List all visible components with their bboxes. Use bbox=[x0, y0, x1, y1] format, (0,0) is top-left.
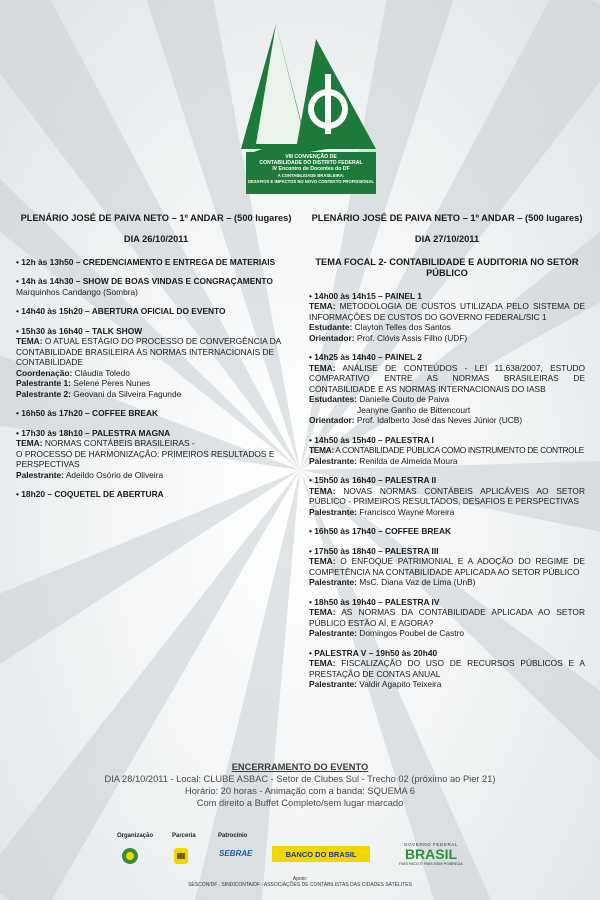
item-title: • 18h50 às 19h40 – PALESTRA IV bbox=[309, 596, 440, 607]
right-venue-header: PLENÁRIO JOSÉ DE PAIVA NETO – 1º ANDAR – (500 lugares) bbox=[311, 213, 583, 223]
tema-label: TEMA: bbox=[309, 445, 334, 455]
tema-label: TEMA: bbox=[309, 556, 336, 566]
list-item bbox=[16, 257, 296, 268]
speaker-label: Palestrante: bbox=[309, 455, 357, 466]
left-venue-header: PLENÁRIO JOSÉ DE PAIVA NETO – 1º ANDAR – (500 lugares) bbox=[20, 213, 292, 223]
tema-text: METODOLOGIA DE CUSTOS UTILIZADA PELO SISTEMA DE INFORMAÇÕES DE CUSTOS DO GOVERNO FEDERAL/SIC 1 bbox=[309, 301, 585, 322]
advisor-label: Orientador: bbox=[309, 415, 355, 425]
logo-line-5: DESAFIOS E IMPACTOS NO NOVO CONTEXTO PROFISSIONAL bbox=[247, 178, 375, 184]
student-label: Estudante: bbox=[309, 322, 353, 332]
gov-label: GOVERNO FEDERAL bbox=[403, 842, 458, 847]
parceria-label: Parceria bbox=[172, 833, 196, 839]
speaker-label: Palestrante 2: bbox=[16, 388, 71, 399]
student-name-2: Jeanyne Ganho de Bittencourt bbox=[357, 404, 471, 415]
list-item bbox=[309, 597, 585, 639]
tema-text: O ENFOQUE PATRIMONIAL E A ADOÇÃO DO REGIME DE COMPETÊNCIA NA CONTABILIDADE APLICADA AO SETOR PÚBLICO bbox=[309, 556, 585, 577]
tema-label: TEMA: bbox=[16, 438, 43, 448]
tema-label: TEMA: bbox=[309, 485, 336, 496]
tema-text: AS NORMAS DA CONTABILIDADE APLICADA AO SETOR PÚBLICO ESTÃO AÍ, E AGORA? bbox=[309, 607, 585, 628]
student-name: Clayton Telles dos Santos bbox=[352, 322, 451, 332]
logo-line-3: IV Encontro de Docentes do DF bbox=[272, 166, 350, 173]
logo-caption bbox=[236, 154, 386, 185]
closing-line-2: Horário: 20 horas - Animação com a banda: SQUEMA 6 bbox=[185, 786, 415, 796]
list-item bbox=[16, 408, 296, 419]
tema-text: A CONTABILIDADE PÚBLICA COMO INSTRUMENTO DE CONTROLE bbox=[333, 445, 584, 455]
governo-brasil-logo bbox=[386, 842, 476, 868]
list-item bbox=[309, 352, 585, 426]
item-text: Marquinhos Candango (Sombra) bbox=[16, 286, 138, 297]
list-item bbox=[16, 306, 296, 317]
day-1-column bbox=[16, 213, 296, 509]
item-title: • 16h50 às 17h40 – COFFEE BREAK bbox=[309, 526, 452, 536]
logo-line-4: A CONTABILIDADE BRASILEIRA: bbox=[277, 172, 345, 178]
tema-text: ANÁLISE DE CONTEÚDOS - LEI 11.638/2007, ESTUDO COMPARATIVO ENTRE AS NORMAS BRASILEIRAS DE CONTABILIDADE E AS NORMAS INTERNACIONAIS DO IASB bbox=[309, 362, 585, 394]
left-date: DIA 26/10/2011 bbox=[123, 234, 189, 244]
speaker-name: Geovani da Silveira Fagunde bbox=[70, 388, 182, 399]
day-2-column bbox=[309, 213, 585, 699]
closing-line-1: DIA 28/10/2011 - Local: CLUBE ASBAC - Setor de Clubes Sul - Trecho 02 (próximo ao Pier 21) bbox=[104, 774, 496, 784]
closing-line-3: Com direito a Buffet Completo/sem lugar marcado bbox=[196, 798, 404, 808]
item-title: • 15h50 às 16h40 – PALESTRA II bbox=[309, 475, 437, 485]
speaker-label: Palestrante 1: bbox=[16, 378, 71, 388]
speaker-name: Adeildo Osório de Oliveira bbox=[63, 469, 164, 480]
item-title: • 17h30 às 18h10 – PALESTRA MAGNA bbox=[16, 427, 171, 438]
closing-event bbox=[0, 761, 600, 809]
tema-label: TEMA: bbox=[16, 336, 43, 346]
item-title: • 17h50 às 18h40 – PALESTRA III bbox=[309, 545, 439, 556]
support-credits bbox=[150, 876, 450, 888]
item-title: • 14h40 às 15h20 – ABERTURA OFICIAL DO EVENTO bbox=[16, 306, 226, 316]
speaker-name: Domingos Poubel de Castro bbox=[356, 628, 465, 638]
advisor-name: Prof. Idalberto José das Neves Júnior (UCB) bbox=[354, 415, 523, 425]
student-label: Estudantes: bbox=[309, 394, 357, 404]
list-item bbox=[16, 276, 296, 297]
item-title: • 14h50 às 15h40 – PALESTRA I bbox=[309, 434, 434, 445]
item-title: • PALESTRA V – 19h50 às 20h40 bbox=[309, 647, 438, 658]
list-item bbox=[309, 526, 585, 537]
closing-title: ENCERRAMENTO DO EVENTO bbox=[231, 762, 369, 772]
list-item bbox=[309, 475, 585, 517]
advisor-label: Orientador: bbox=[309, 332, 355, 343]
list-item bbox=[309, 291, 585, 344]
apoio-text: SESCON/DF . SINDICONTA/DF . ASSOCIAÇÕES DE CONTABILISTAS DAS CIDADES SATÉLITES bbox=[188, 882, 412, 888]
speaker-label: Palestrante: bbox=[16, 469, 64, 480]
coord-name: Cláudia Toledo bbox=[72, 367, 130, 378]
tema-label: TEMA: bbox=[309, 301, 336, 311]
logo-line-2: CONTABILIDADE DO DISTRITO FEDERAL bbox=[259, 160, 363, 167]
logo-line-1: VIII CONVENÇÃO DE bbox=[285, 154, 337, 160]
apoio-label: Apoio: bbox=[292, 876, 308, 882]
list-item bbox=[16, 428, 296, 481]
sebrae-logo: SEBRAE bbox=[219, 849, 253, 858]
tema-text: NOVAS NORMAS CONTÁBEIS APLICÁVEIS AO SETOR PÚBLICO - PRIMEIROS RESULTADOS, DESAFIOS E PERSPECTIVAS bbox=[309, 485, 585, 506]
organizacao-label: Organização bbox=[117, 833, 154, 839]
patrocinio-label: Patrocínio bbox=[218, 833, 248, 839]
speaker-label: Palestrante: bbox=[309, 577, 357, 587]
coord-label: Coordenação: bbox=[16, 367, 73, 378]
list-item bbox=[309, 546, 585, 588]
list-item bbox=[16, 326, 296, 400]
tema-text: FISCALIZAÇÃO DO USO DE RECURSOS PÚBLICOS E A PRESTAÇÃO DE CONTAS ANUAL bbox=[309, 658, 585, 679]
right-date: DIA 27/10/2011 bbox=[414, 234, 480, 244]
item-title: • 18h20 – COQUETEL DE ABERTURA bbox=[16, 489, 164, 499]
item-title: • 12h às 13h50 – CREDENCIAMENTO E ENTREGA DE MATERIAIS bbox=[16, 256, 276, 267]
speaker-name: Valdir Agapito Teixeira bbox=[356, 679, 442, 689]
item-title: • 14h às 14h30 – SHOW DE BOAS VINDAS E CONGRAÇAMENTO bbox=[16, 276, 273, 286]
focal-theme: TEMA FOCAL 2- CONTABILIDADE E AUDITORIA NO SETOR PÚBLICO bbox=[315, 256, 579, 278]
speaker-name: Selene Peres Nunes bbox=[70, 378, 151, 388]
crc-logo-icon bbox=[120, 846, 140, 866]
tema-label: TEMA: bbox=[309, 607, 336, 617]
tema-label: TEMA: bbox=[309, 362, 336, 373]
list-item bbox=[16, 489, 296, 500]
speaker-name: Francisco Wayne Moreira bbox=[356, 506, 455, 517]
brasil-wordmark: BRASIL bbox=[404, 846, 458, 862]
item-title: • 16h50 às 17h20 – COFFEE BREAK bbox=[16, 408, 159, 418]
list-item bbox=[309, 435, 585, 467]
tema-label: TEMA: bbox=[309, 658, 336, 668]
speaker-name: MsC. Diana Vaz de Lima (UnB) bbox=[356, 577, 476, 587]
tema-text: O ATUAL ESTÁGIO DO PROCESSO DE CONVERGÊNCIA DA CONTABILIDADE BRASILEIRA ÀS NORMAS INTERNACIONAIS DE CONTABILIDADE bbox=[16, 336, 281, 367]
speaker-label: Palestrante: bbox=[309, 506, 357, 517]
banco-do-brasil-logo: BANCO DO BRASIL bbox=[272, 846, 370, 862]
tema-text-2: O PROCESSO DE HARMONIZAÇÃO: PRIMEIROS RESULTADOS E PERSPECTIVAS bbox=[16, 448, 275, 469]
sponsors-bar bbox=[0, 830, 600, 900]
item-title: • 15h30 às 16h40 – TALK SHOW bbox=[16, 325, 143, 336]
student-name: Danielle Couto de Paiva bbox=[356, 394, 450, 404]
tema-text: NORMAS CONTÁBEIS BRASILEIRAS - bbox=[42, 438, 195, 448]
advisor-name: Prof. Clóvis Assis Filho (UDF) bbox=[354, 332, 468, 343]
speaker-label: Palestrante: bbox=[309, 679, 357, 689]
speaker-name: Renilda de Almeida Moura bbox=[356, 455, 458, 466]
item-title: • 14h00 às 14h15 – PAINEL 1 bbox=[309, 290, 422, 301]
item-title: • 14h25 às 14h40 – PAINEL 2 bbox=[309, 352, 422, 362]
speaker-label: Palestrante: bbox=[309, 628, 357, 638]
brasil-slogan: PAÍS RICO É PAÍS SEM POBREZA bbox=[399, 861, 463, 866]
list-item bbox=[309, 648, 585, 690]
partner-logo-icon bbox=[172, 846, 190, 866]
